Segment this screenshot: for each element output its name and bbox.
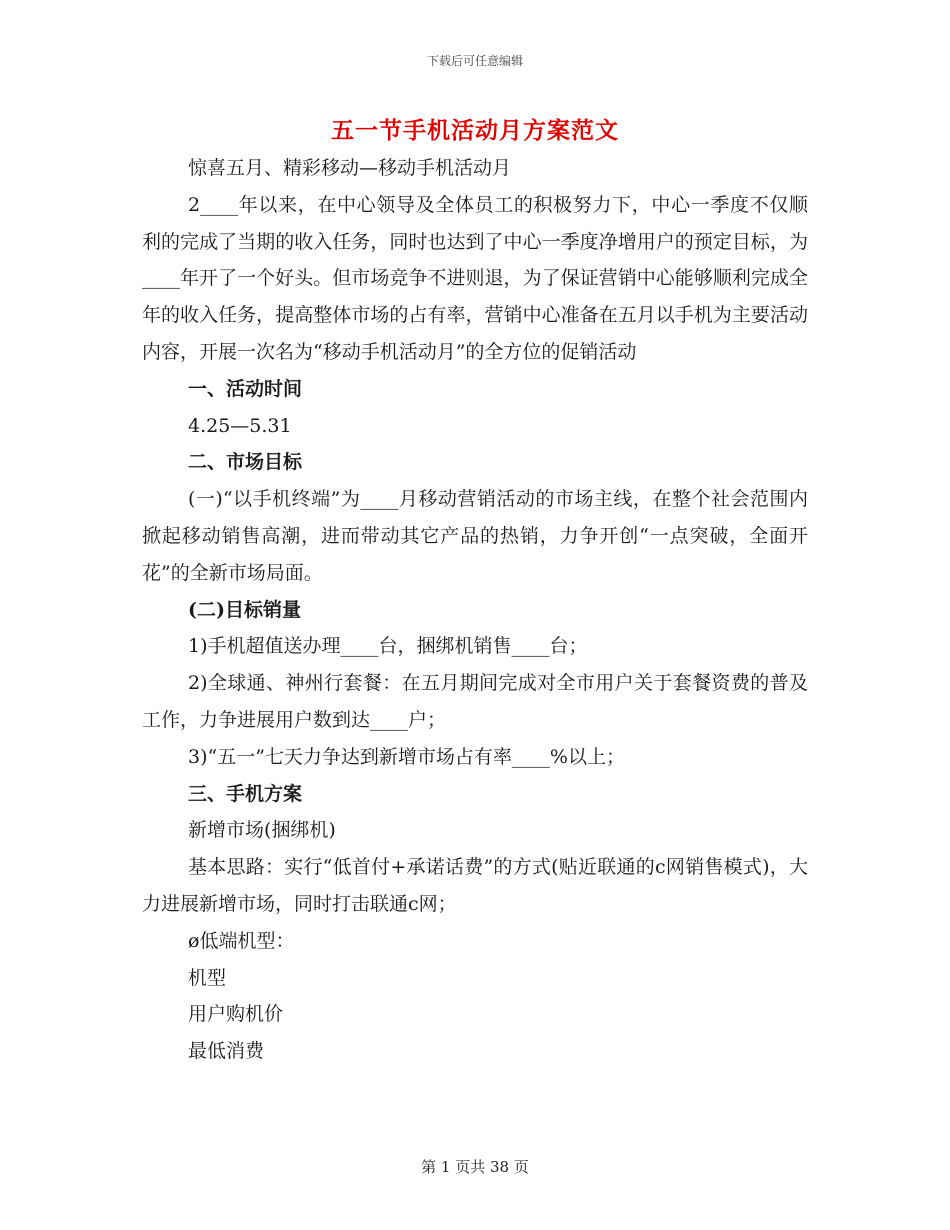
document-title: 五一节手机活动月方案范文 — [331, 117, 619, 144]
section-heading-phone-plan: 三、手机方案 — [188, 782, 303, 805]
paragraph-min-spend: 最低消费 — [188, 1040, 265, 1063]
paragraph-model: 机型 — [188, 966, 227, 989]
document-body — [142, 150, 808, 1070]
paragraph-user-price: 用户购机价 — [188, 1003, 284, 1026]
paragraph-activity-dates: 4.25—5.31 — [188, 414, 292, 437]
page-header: 下载后可任意编辑 — [426, 54, 523, 68]
list-item-target-2: 2)全球通、神州行套餐：在五月期间完成对全市用户关于套餐资费的普及工作，力争进展用户数到达____户； — [142, 672, 808, 731]
subheading-target-sales: (二)目标销量 — [188, 598, 301, 621]
paragraph-new-market: 新增市场(捆绑机) — [188, 819, 336, 842]
section-heading-market-goals: 二、市场目标 — [188, 451, 303, 474]
paragraph-subtitle: 惊喜五月、精彩移动—移动手机活动月 — [188, 157, 512, 179]
list-item-target-1: 1)手机超值送办理____台，捆绑机销售____台； — [188, 635, 588, 658]
paragraph-intro: 2____年以来，在中心领导及全体员工的积极努力下，中心一季度不仅顺利的完成了当期的收入任务，同时也达到了中心一季度净增用户的预定目标，为____年开了一个好头。但市场竞争不进则退，为了保证营销中心能够顺利完成全年的收入任务，提高整体市场的占有率，营销中心准备在五月以手机为主要活动内容，开展一次名为“移动手机活动月”的全方位的促销活动 — [142, 193, 808, 363]
section-heading-activity-time: 一、活动时间 — [188, 377, 303, 400]
paragraph-basic-idea: 基本思路：实行“低首付+承诺话费”的方式(贴近联通的c网销售模式)，大力进展新增市场，同时打击联通c网； — [142, 856, 808, 915]
paragraph-market-mainline: (一)“以手机终端”为____月移动营销活动的市场主线，在整个社会范围内掀起移动销售高潮，进而带动其它产品的热销，力争开创“一点突破，全面开花”的全新市场局面。 — [142, 488, 808, 584]
page-footer: 第 1 页共 38 页 — [421, 1158, 529, 1176]
paragraph-low-end-models: ø低端机型： — [188, 929, 295, 952]
list-item-target-3: 3)“五一”七天力争达到新增市场占有率____%以上； — [188, 745, 625, 768]
